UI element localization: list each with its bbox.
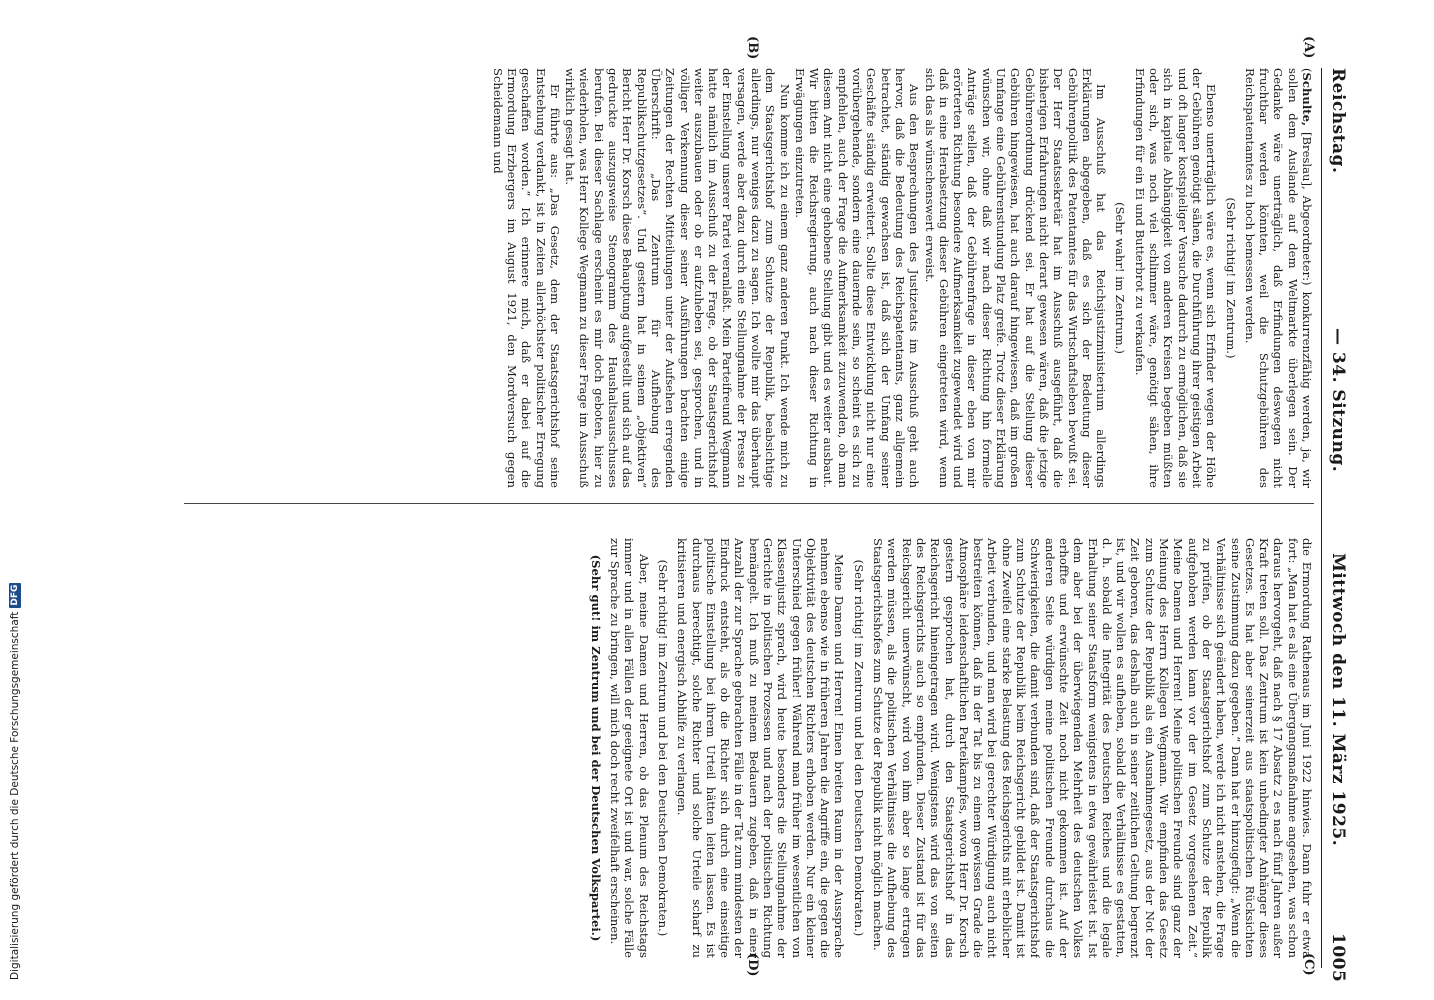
interjection: (Sehr richtig! im Zentrum und bei den Deutschen Demokraten.) bbox=[655, 559, 670, 937]
margin-marker-c: (C) bbox=[1301, 953, 1316, 976]
paragraph: Ebenso unerträglich wäre es, wenn sich Erfinder wegen der Höhe der Gebühren genötigt sähen, die Durchführung ihrer geistigen Arbeit und oft langer kostspieliger Versuche dadurch zu ermöglichen, daß sie sich in kapitale Abhängigkeit von anderen Kreisen begeben müßten oder sich, was noch viel schlimmer wäre, genötigt sähen, ihre Erfindungen für ein Ei und Butterbrot zu verkaufen. bbox=[1132, 68, 1219, 488]
margin-marker-a: (A) bbox=[1301, 36, 1316, 59]
speaker-name: Schulte, bbox=[1300, 72, 1314, 126]
rotated-page-content bbox=[90, 28, 1350, 983]
header-date: Mittwoch den 11. März 1925. bbox=[1328, 553, 1348, 847]
interjection: (Sehr richtig! im Zentrum.) bbox=[1223, 197, 1238, 359]
speaker-note: [Breslau], Abgeordneter: bbox=[1300, 132, 1314, 282]
speaker-line: (Schulte, [Breslau], Abgeordneter:) konkurrenzfähig werden, ja, wir sollen dem Auslande auf dem Weltmarkte überlegen sein. Der Gedanke wäre unerträglich, daß Erfindungen deswegen nicht fruchtbar werden könnten, weil die Schutzgebühren des Reichspatentamtes zu hoch bemessen werden. bbox=[1242, 68, 1314, 488]
paragraph: Aus den Besprechungen des Justizetats im Ausschuß geht auch hervor, daß die Bedeutung des Reichspatentamts, ganz allgemein betrachtet, ständig gewachsen ist, daß sich der Umfang seiner Geschäfte ständig erweitert. Sollte diese Entwicklung nicht nur eine vorübergehende, sondern eine dauernde sein, so scheint es sich zu empfehlen, auch der Frage die Aufmerksamkeit zuzuwenden, ob man diesem Amt nicht eine gehobene Stellung gibt und es weiter ausbaut. Wir bitten die Reichsregierung, auch nach dieser Richtung in Erwägungen einzutreten. bbox=[792, 68, 922, 488]
margin-marker-b: (B) bbox=[745, 36, 760, 60]
scanned-page bbox=[90, 28, 1350, 983]
interjection: (Sehr wahr! im Zentrum.) bbox=[1113, 202, 1128, 354]
right-column bbox=[174, 538, 1314, 958]
paragraph: Nun komme ich zu einem ganz anderen Punkt. Ich wende mich zu dem Staatsgerichtshof zum Schutze der Republik, beabsichtige allerdings, nur weniges dazu zu sagen. Ich wollte mir das überhaupt versagen, werde aber dazu durch eine Stellungnahme der Presse zu der Einstellung unserer Partei veranlaßt. Mein Parteifreund Wegmann hatte nämlich im Ausschuß zu der Frage, ob der Staatsgerichtshof weiter auszubauen oder ob er aufzuheben sei, gesprochen, und in völliger Verkennung dieser seiner Ausführungen brachten einige Zeitungen der Rechten Mitteilungen unter der Aufsehen erregenden Überschrift: „Das Zentrum für Aufhebung des Republikschutzgesetzes“. Und gestern hat in seinem „objektiven“ Bericht Herr Dr. Korsch diese Behauptung aufgestellt und sich auf das gedruckte auszugsweise Stenogramm des Haushaltsausschusses berufen. Bei dieser Sachlage erscheint es mir doch geboten, hier zu wiederholen, was Herr Kollege Wegmann zu dieser Frage im Ausschuß wirklich gesagt hat. bbox=[563, 68, 792, 488]
interjection: (Sehr richtig! im Zentrum und bei den Deutschen Demokraten.) bbox=[851, 559, 866, 937]
paragraph: Aber, meine Damen und Herren, ob das Plenum des Reichstags immer und in allen Fällen der geeignete Ort ist und war, solche Fälle zur Sprache zu bringen, will mich doch recht zweifelhaft erscheinen. bbox=[608, 538, 651, 958]
margin-marker-d: (D) bbox=[745, 953, 760, 977]
page-number: 1005 bbox=[1328, 933, 1348, 983]
header-rule bbox=[1321, 68, 1322, 968]
funding-text: Digitalisierung gefördert durch die Deutsche Forschungsgemeinschaft bbox=[9, 611, 21, 980]
paragraph: Er führte aus: „Das Gesetz, dem der Staatsgerichtshof seine Entstehung verdankt, ist in Zeiten allerhöchster politischer Erregung geschaffen worden.“ Ich erinnere mich, daß er dabei auf die Ermordung Erzbergers im August 1921, den Mordversuch gegen Scheidemann und bbox=[490, 68, 562, 488]
column-divider bbox=[184, 503, 1314, 504]
paragraph: die Ermordung Rathenaus im Juni 1922 hinwies. Dann fuhr er etwa fort: „Man hat es als eine Übergangsmaßnahme angesehen, was schon daraus hervorgeht, daß nach § 17 Absatz 2 es nach fünf Jahren außer Kraft treten soll. Das Zentrum ist kein unbedingter Anhänger dieses Gesetzes. Es hat aber seinerzeit aus staatspolitischen Rücksichten seine Zustimmung dazu gegeben.“ Dann hat er hinzugefügt: „Wenn die Verhältnisse sich geändert haben, werde ich nicht anstehen, die Frage zu prüfen, ob der Staatsgerichtshof zum Schutze der Republik aufgehoben werden kann vor der im Gesetz vorgesehenen Zeit.“ Meine Damen und Herren! Meine politischen Freunde sind ganz der Meinung des Herrn Kollegen Wegmann. Wir empfinden das Gesetz zum Schutze der Republik als ein Ausnahmegesetz, aus der Not der Zeit geboren, das deshalb auch in seiner zeitlichen Geltung begrenzt ist, und wir wollen es aufheben, sobald die Verhältnisse es gestatten, d. h. sobald die Integrität des Deutschen Reiches und die legale Erhaltung seiner Staatsform wenigstens in etwa gewährleistet ist. Ist dem aber bei der überwiegenden Mehrheit des deutschen Volkes erhoffte und erwünschte Zeit noch nicht gekommen ist. Auf der anderen Seite würdigen meine politischen Freunde durchaus die Schwierigkeiten, die damit verbunden sind, daß der Staatsgerichtshof zum Schutze der Republik beim Reichsgericht gebildet ist. Damit ist ohne Zweifel eine starke Belastung des Reichsgerichts mit erheblicher Arbeit verbunden, und man wird bei gerechter Würdigung auch nicht bestreiten können, daß in der Tat bis zu einem gewissen Grade die Atmosphäre leidenschaftlichen Parteikampfes, wovon Herr Dr. Korsch gestern gesprochen hat, durch den Staatsgerichtshof in das Reichsgericht hineingetragen wird. Wenigstens wird das von seiten des Reichsgerichts auch so empfunden. Dieser Zustand ist für das Reichsgericht unerwünscht, wird von ihm aber so lange ertragen werden müssen, als die politischen Verhältnisse die Aufhebung des Staatsgerichtshofes zum Schutze der Republik nicht möglich machen. bbox=[871, 538, 1314, 958]
paragraph: konkurrenzfähig werden, ja, wir sollen dem Auslande auf dem Weltmarkte überlegen sein. Der Gedanke wäre unerträglich, daß Erfindungen deswegen nicht fruchtbar werden könnten, weil die Schutzgebühren des Reichspatentamtes zu hoch bemessen werden. bbox=[1242, 68, 1314, 488]
left-column bbox=[174, 68, 1314, 488]
header-session: — 34. Sitzung. bbox=[1328, 328, 1348, 473]
interjection: (Sehr gut! im Zentrum und bei der Deutschen Volkspartei.) bbox=[588, 554, 603, 942]
paragraph: Im Ausschuß hat das Reichsjustizministerium allerdings Erklärungen abgegeben, daß es sich der Bedeutung dieser Gebührenpolitik des Patentamtes für das Wirtschaftsleben bewußt sei. Der Herr Staatssekretär hat im Ausschuß ausgeführt, daß die bisherigen Erfahrungen nicht derart gewesen wären, daß die jetzige Gebührenordnung drückend sei. Er hat auf die Stellung dieser Gebühren hingewiesen, hat auch darauf hingewiesen, daß im großen Umfange eine Gebührenstundung Platz greife. Trotz dieser Erklärung wünschen wir, ohne daß wir nach dieser Richtung hin formelle Anträge stellen, daß der Gebührenfrage in dieser eben von mir erörterten Richtung besondere Aufmerksamkeit zugewendet wird und daß in eine Herabsetzung dieser Gebühren eingetreten wird, wenn sich das als wünschenswert erweist. bbox=[922, 68, 1109, 488]
dfg-logo: DFG bbox=[10, 584, 20, 606]
header-publication: Reichstag. bbox=[1328, 68, 1348, 174]
funding-note bbox=[6, 20, 24, 980]
page-header bbox=[1324, 28, 1350, 983]
paragraph: Meine Damen und Herren! Einen breiten Raum in der Aussprache nehmen ebenso wie in früheren Jahren die Angriffe ein, die gegen die Objektivität des deutschen Richters erhoben werden. Nur ein kleiner Unterschied gegen früher! Während man früher im wesentlichen von Klassenjustiz sprach, wird heute besonders die Stellungnahme der Gerichte in politischen Prozessen und nach der politischen Richtung bemängelt. Ich muß zu meinem Bedauern zugeben, daß in einer Anzahl der zur Sprache gebrachten Fälle in der Tat zum mindesten der Eindruck entsteht, als ob die Richter sich durch eine einseitige politische Einstellung bei ihrem Urteil hätten leiten lassen. Es ist durchaus berechtigt, solche Richter und solche Urteile scharf zu kritisieren und energisch Abhilfe zu verlangen. bbox=[675, 538, 847, 958]
